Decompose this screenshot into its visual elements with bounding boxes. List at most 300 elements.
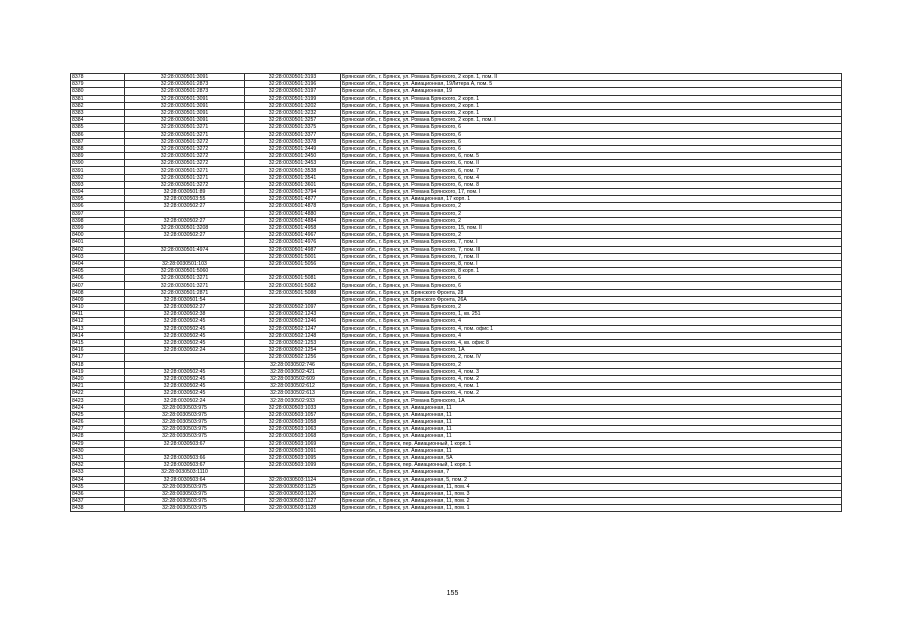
table-row	[71, 268, 842, 275]
address-cell: Брянская обл., г. Брянск, ул. Романа Брянского, 17, пом. I	[341, 189, 842, 196]
table-row	[71, 224, 842, 231]
parent-cadastral-number-cell: 32:28:0030501:3271	[125, 131, 245, 138]
cadastral-number-cell: 32:28:0030501:4958	[245, 224, 341, 231]
cadastral-number-cell: 32:28:0030503:1033	[245, 404, 341, 411]
table-row	[71, 117, 842, 124]
table-row	[71, 383, 842, 390]
row-number-cell: 8422	[71, 390, 125, 397]
address-cell: Брянская обл., г. Брянск, ул. Романа Брянского, 15, пом. II	[341, 224, 842, 231]
cadastral-number-cell: 32:28:0030501:3601	[245, 181, 341, 188]
table-row	[71, 404, 842, 411]
cadastral-number-cell: 32:28:0030501:4878	[245, 203, 341, 210]
row-number-cell: 8426	[71, 419, 125, 426]
parent-cadastral-number-cell: 32:28:0030501:4974	[125, 246, 245, 253]
row-number-cell: 8410	[71, 304, 125, 311]
cadastral-number-cell: 32:28:0030503:1063	[245, 426, 341, 433]
row-number-cell: 8430	[71, 447, 125, 454]
address-cell: Брянская обл., г. Брянск, ул. Авиационная, 11	[341, 419, 842, 426]
table-row	[71, 332, 842, 339]
cadastral-number-cell	[245, 296, 341, 303]
address-cell: Брянская обл., г. Брянск, ул. Авиационная, 7	[341, 469, 842, 476]
table-row	[71, 81, 842, 88]
row-number-cell: 8382	[71, 102, 125, 109]
address-cell: Брянская обл., г. Брянск, ул. Авиационная, 19Литера А, пом. 5	[341, 81, 842, 88]
parent-cadastral-number-cell: 32:28:0030501:3272	[125, 181, 245, 188]
cadastral-number-cell: 32:28:0030502:613	[245, 390, 341, 397]
cadastral-number-cell: 32:28:0030502:746	[245, 361, 341, 368]
address-cell: Брянская обл., г. Брянск, ул. Авиационная, 11	[341, 433, 842, 440]
table-row	[71, 325, 842, 332]
cadastral-number-cell: 32:28:0030502:1243	[245, 311, 341, 318]
table-row	[71, 167, 842, 174]
table-row	[71, 275, 842, 282]
document-sheet	[70, 73, 841, 512]
address-cell: Брянская обл., г. Брянск, ул. Романа Брянского, 8 корп. 1	[341, 268, 842, 275]
address-cell: Брянская обл., г. Брянск, ул. Романа Брянского, 6, пом. 5	[341, 153, 842, 160]
cadastral-number-cell: 32:28:0030503:1091	[245, 447, 341, 454]
row-number-cell: 8385	[71, 124, 125, 131]
parent-cadastral-number-cell: 32:28:0030502:27	[125, 232, 245, 239]
row-number-cell: 8378	[71, 74, 125, 81]
row-number-cell: 8401	[71, 239, 125, 246]
cadastral-registry-table	[70, 73, 842, 512]
cadastral-number-cell: 32:28:0030501:3450	[245, 153, 341, 160]
row-number-cell: 8395	[71, 196, 125, 203]
cadastral-number-cell: 32:28:0030502:1254	[245, 347, 341, 354]
parent-cadastral-number-cell	[125, 447, 245, 454]
table-row	[71, 210, 842, 217]
row-number-cell: 8416	[71, 347, 125, 354]
cadastral-number-cell: 32:28:0030501:3449	[245, 145, 341, 152]
cadastral-number-cell: 32:28:0030503:1125	[245, 483, 341, 490]
address-cell: Брянская обл., г. Брянск, пер. Авиационный, 1 корп. 1	[341, 440, 842, 447]
cadastral-number-cell: 32:28:0030501:5088	[245, 289, 341, 296]
parent-cadastral-number-cell	[125, 239, 245, 246]
cadastral-number-cell: 32:28:0030501:4877	[245, 196, 341, 203]
cadastral-number-cell: 32:28:0030503:1099	[245, 462, 341, 469]
parent-cadastral-number-cell: 32:28:0030502:45	[125, 339, 245, 346]
cadastral-number-cell: 32:28:0030501:3196	[245, 81, 341, 88]
table-row	[71, 232, 842, 239]
table-row	[71, 131, 842, 138]
parent-cadastral-number-cell: 32:28:0030501:3272	[125, 138, 245, 145]
table-row	[71, 375, 842, 382]
cadastral-number-cell: 32:28:0030501:3538	[245, 167, 341, 174]
row-number-cell: 8413	[71, 325, 125, 332]
parent-cadastral-number-cell: 32:28:0030501:3091	[125, 74, 245, 81]
row-number-cell: 8431	[71, 454, 125, 461]
row-number-cell: 8390	[71, 160, 125, 167]
row-number-cell: 8384	[71, 117, 125, 124]
parent-cadastral-number-cell: 32:28:0030503:975	[125, 411, 245, 418]
row-number-cell: 8406	[71, 275, 125, 282]
table-row	[71, 354, 842, 361]
cadastral-number-cell: 32:28:0030501:3375	[245, 124, 341, 131]
table-row	[71, 95, 842, 102]
cadastral-number-cell: 32:28:0030501:3232	[245, 109, 341, 116]
address-cell: Брянская обл., г. Брянск, ул. Авиационная, 17 корп. 1	[341, 196, 842, 203]
cadastral-number-cell: 32:28:0030503:1127	[245, 498, 341, 505]
parent-cadastral-number-cell: 32:28:0030501:2871	[125, 289, 245, 296]
table-row	[71, 433, 842, 440]
address-cell: Брянская обл., г. Брянск, ул. Романа Брянского, 4	[341, 318, 842, 325]
parent-cadastral-number-cell: 32:28:0030503:66	[125, 454, 245, 461]
address-cell: Брянская обл., г. Брянск, ул. Романа Брянского, 2 корп. 1	[341, 95, 842, 102]
table-row	[71, 246, 842, 253]
table-row	[71, 124, 842, 131]
row-number-cell: 8397	[71, 210, 125, 217]
address-cell: Брянская обл., г. Брянск, ул. Романа Брянского, 4, пом. 2	[341, 390, 842, 397]
cadastral-number-cell	[245, 268, 341, 275]
parent-cadastral-number-cell: 32:28:0030503:975	[125, 426, 245, 433]
cadastral-number-cell	[245, 469, 341, 476]
cadastral-number-cell: 32:28:0030501:3193	[245, 74, 341, 81]
cadastral-number-cell: 32:28:0030502:1246	[245, 318, 341, 325]
row-number-cell: 8391	[71, 167, 125, 174]
parent-cadastral-number-cell: 32:28:0030503:55	[125, 196, 245, 203]
table-row	[71, 447, 842, 454]
row-number-cell: 8383	[71, 109, 125, 116]
cadastral-number-cell: 32:28:0030503:1069	[245, 440, 341, 447]
row-number-cell: 8409	[71, 296, 125, 303]
row-number-cell: 8402	[71, 246, 125, 253]
cadastral-number-cell: 32:28:0030501:3197	[245, 88, 341, 95]
cadastral-number-cell: 32:28:0030503:1124	[245, 476, 341, 483]
parent-cadastral-number-cell: 32:28:0030501:2873	[125, 88, 245, 95]
parent-cadastral-number-cell: 32:28:0030501:3271	[125, 282, 245, 289]
table-row	[71, 411, 842, 418]
table-row	[71, 390, 842, 397]
row-number-cell: 8434	[71, 476, 125, 483]
address-cell: Брянская обл., г. Брянск, ул. Романа Брянского, 7, пом. III	[341, 246, 842, 253]
table-row	[71, 102, 842, 109]
cadastral-number-cell: 32:28:0030501:4976	[245, 239, 341, 246]
table-row	[71, 339, 842, 346]
row-number-cell: 8396	[71, 203, 125, 210]
address-cell: Брянская обл., г. Брянск, ул. Романа Брянского, 4, пом. 1	[341, 383, 842, 390]
address-cell: Брянская обл., г. Брянск, ул. Романа Брянского, 6	[341, 145, 842, 152]
row-number-cell: 8381	[71, 95, 125, 102]
table-row	[71, 160, 842, 167]
address-cell: Брянская обл., г. Брянск, ул. Романа Брянского, 7, пом. I	[341, 239, 842, 246]
cadastral-number-cell: 32:28:0030501:3541	[245, 174, 341, 181]
table-row	[71, 203, 842, 210]
address-cell: Брянская обл., г. Брянск, ул. Романа Брянского, 2	[341, 210, 842, 217]
cadastral-number-cell: 32:28:0030502:421	[245, 368, 341, 375]
parent-cadastral-number-cell: 32:28:0030502:45	[125, 368, 245, 375]
row-number-cell: 8388	[71, 145, 125, 152]
table-row	[71, 109, 842, 116]
cadastral-number-cell: 32:28:0030503:1095	[245, 454, 341, 461]
cadastral-number-cell: 32:28:0030502:1097	[245, 304, 341, 311]
row-number-cell: 8423	[71, 397, 125, 404]
table-row	[71, 289, 842, 296]
parent-cadastral-number-cell: 32:28:0030501:103	[125, 260, 245, 267]
address-cell: Брянская обл., г. Брянск, пер. Авиационный, 1 корп. 1	[341, 462, 842, 469]
table-row	[71, 174, 842, 181]
address-cell: Брянская обл., г. Брянск, ул. Авиационная, 11, пом. 2	[341, 498, 842, 505]
row-number-cell: 8412	[71, 318, 125, 325]
parent-cadastral-number-cell: 32:28:0030501:5060	[125, 268, 245, 275]
address-cell: Брянская обл., г. Брянск, ул. Романа Брянского, 6	[341, 131, 842, 138]
cadastral-number-cell: 32:28:0030502:1253	[245, 339, 341, 346]
cadastral-number-cell: 32:28:0030503:1128	[245, 505, 341, 512]
address-cell: Брянская обл., г. Брянск, ул. Авиационная, 19	[341, 88, 842, 95]
table-row	[71, 282, 842, 289]
table-row	[71, 153, 842, 160]
address-cell: Брянская обл., г. Брянск, ул. Авиационная, 5А	[341, 454, 842, 461]
parent-cadastral-number-cell	[125, 210, 245, 217]
parent-cadastral-number-cell: 32:28:0030503:975	[125, 483, 245, 490]
address-cell: Брянская обл., г. Брянск, ул. Романа Брянского, 2 корп. 1	[341, 102, 842, 109]
address-cell: Брянская обл., г. Брянск, ул. Романа Брянского, 2	[341, 361, 842, 368]
row-number-cell: 8437	[71, 498, 125, 505]
table-row	[71, 469, 842, 476]
cadastral-number-cell: 32:28:0030503:1058	[245, 419, 341, 426]
address-cell: Брянская обл., г. Брянск, ул. Романа Брянского, 6, пом. 4	[341, 174, 842, 181]
row-number-cell: 8386	[71, 131, 125, 138]
parent-cadastral-number-cell: 32:28:0030501:3271	[125, 124, 245, 131]
row-number-cell: 8414	[71, 332, 125, 339]
table-row	[71, 296, 842, 303]
address-cell: Брянская обл., г. Брянск, ул. Брянского Фронта, 26А	[341, 296, 842, 303]
parent-cadastral-number-cell	[125, 354, 245, 361]
table-row	[71, 304, 842, 311]
parent-cadastral-number-cell: 32:28:0030503:975	[125, 433, 245, 440]
address-cell: Брянская обл., г. Брянск, ул. Романа Брянского, 8, пом. I	[341, 260, 842, 267]
row-number-cell: 8429	[71, 440, 125, 447]
table-row	[71, 462, 842, 469]
row-number-cell: 8424	[71, 404, 125, 411]
parent-cadastral-number-cell	[125, 253, 245, 260]
parent-cadastral-number-cell: 32:28:0030502:45	[125, 390, 245, 397]
row-number-cell: 8389	[71, 153, 125, 160]
address-cell: Брянская обл., г. Брянск, ул. Авиационная, 11, пом. 3	[341, 490, 842, 497]
cadastral-number-cell: 32:28:0030501:5001	[245, 253, 341, 260]
address-cell: Брянская обл., г. Брянск, ул. Романа Брянского, 2 корп. 1, пом. II	[341, 74, 842, 81]
row-number-cell: 8411	[71, 311, 125, 318]
cadastral-number-cell: 32:28:0030502:612	[245, 383, 341, 390]
cadastral-number-cell: 32:28:0030501:3377	[245, 131, 341, 138]
table-row	[71, 476, 842, 483]
row-number-cell: 8438	[71, 505, 125, 512]
cadastral-number-cell: 32:28:0030503:1126	[245, 490, 341, 497]
parent-cadastral-number-cell: 32:28:0030503:67	[125, 440, 245, 447]
address-cell: Брянская обл., г. Брянск, ул. Романа Брянского, 4, кв. офис 8	[341, 339, 842, 346]
parent-cadastral-number-cell: 32:28:0030502:45	[125, 325, 245, 332]
row-number-cell: 8408	[71, 289, 125, 296]
row-number-cell: 8421	[71, 383, 125, 390]
row-number-cell: 8393	[71, 181, 125, 188]
address-cell: Брянская обл., г. Брянск, ул. Романа Брянского, 6	[341, 138, 842, 145]
table-row	[71, 311, 842, 318]
row-number-cell: 8420	[71, 375, 125, 382]
address-cell: Брянская обл., г. Брянск, ул. Романа Брянского, 2	[341, 217, 842, 224]
cadastral-number-cell: 32:28:0030502:609	[245, 375, 341, 382]
address-cell: Брянская обл., г. Брянск, ул. Романа Брянского, 4, пом. 3	[341, 368, 842, 375]
parent-cadastral-number-cell: 32:28:0030501:3271	[125, 275, 245, 282]
row-number-cell: 8418	[71, 361, 125, 368]
address-cell: Брянская обл., г. Брянск, ул. Авиационная, 5, пом. 2	[341, 476, 842, 483]
parent-cadastral-number-cell: 32:28:0030501:3272	[125, 160, 245, 167]
table-row	[71, 145, 842, 152]
address-cell: Брянская обл., г. Брянск, ул. Романа Брянского, 1А	[341, 347, 842, 354]
cadastral-number-cell: 32:28:0030501:5081	[245, 275, 341, 282]
parent-cadastral-number-cell: 32:28:0030503:67	[125, 462, 245, 469]
address-cell: Брянская обл., г. Брянск, ул. Авиационная, 11, пом. 4	[341, 483, 842, 490]
address-cell: Брянская обл., г. Брянск, ул. Авиационная, 11	[341, 411, 842, 418]
table-row	[71, 440, 842, 447]
table-row	[71, 318, 842, 325]
table-row	[71, 138, 842, 145]
parent-cadastral-number-cell: 32:28:0030502:45	[125, 383, 245, 390]
parent-cadastral-number-cell: 32:28:0030503:975	[125, 490, 245, 497]
row-number-cell: 8405	[71, 268, 125, 275]
row-number-cell: 8394	[71, 189, 125, 196]
address-cell: Брянская обл., г. Брянск, ул. Романа Брянского, 6	[341, 124, 842, 131]
parent-cadastral-number-cell: 32:28:0030503:975	[125, 404, 245, 411]
address-cell: Брянская обл., г. Брянск, ул. Авиационная, 11	[341, 404, 842, 411]
address-cell: Брянская обл., г. Брянск, ул. Романа Брянского, 2	[341, 304, 842, 311]
parent-cadastral-number-cell: 32:28:0030501:3091	[125, 102, 245, 109]
parent-cadastral-number-cell: 32:28:0030501:3091	[125, 109, 245, 116]
table-row	[71, 239, 842, 246]
registry-table-body	[71, 74, 842, 512]
cadastral-number-cell: 32:28:0030501:4967	[245, 232, 341, 239]
table-row	[71, 483, 842, 490]
cadastral-number-cell: 32:28:0030501:3794	[245, 189, 341, 196]
cadastral-number-cell: 32:28:0030501:4987	[245, 246, 341, 253]
parent-cadastral-number-cell: 32:28:0030501:54	[125, 296, 245, 303]
parent-cadastral-number-cell: 32:28:0030502:27	[125, 203, 245, 210]
table-row	[71, 505, 842, 512]
row-number-cell: 8404	[71, 260, 125, 267]
address-cell: Брянская обл., г. Брянск, ул. Романа Брянского, 2	[341, 203, 842, 210]
address-cell: Брянская обл., г. Брянск, ул. Романа Брянского, 2, пом. IV	[341, 354, 842, 361]
row-number-cell: 8417	[71, 354, 125, 361]
cadastral-number-cell: 32:28:0030501:3378	[245, 138, 341, 145]
parent-cadastral-number-cell: 32:28:0030501:3272	[125, 153, 245, 160]
table-row	[71, 361, 842, 368]
table-row	[71, 260, 842, 267]
row-number-cell: 8415	[71, 339, 125, 346]
row-number-cell: 8407	[71, 282, 125, 289]
address-cell: Брянская обл., г. Брянск, ул. Романа Брянского, 4, пом. 2	[341, 375, 842, 382]
parent-cadastral-number-cell: 32:28:0030501:3272	[125, 145, 245, 152]
row-number-cell: 8432	[71, 462, 125, 469]
address-cell: Брянская обл., г. Брянск, ул. Брянского Фронта, 28	[341, 289, 842, 296]
table-row	[71, 347, 842, 354]
parent-cadastral-number-cell: 32:28:0030501:3208	[125, 224, 245, 231]
row-number-cell: 8435	[71, 483, 125, 490]
row-number-cell: 8433	[71, 469, 125, 476]
cadastral-number-cell: 32:28:0030501:4880	[245, 210, 341, 217]
address-cell: Брянская обл., г. Брянск, ул. Романа Брянского, 4	[341, 332, 842, 339]
table-row	[71, 426, 842, 433]
row-number-cell: 8392	[71, 174, 125, 181]
address-cell: Брянская обл., г. Брянск, ул. Романа Брянского, 2	[341, 232, 842, 239]
row-number-cell: 8425	[71, 411, 125, 418]
parent-cadastral-number-cell: 32:28:0030502:24	[125, 347, 245, 354]
address-cell: Брянская обл., г. Брянск, ул. Романа Брянского, 2 корп. 1	[341, 109, 842, 116]
row-number-cell: 8379	[71, 81, 125, 88]
row-number-cell: 8387	[71, 138, 125, 145]
address-cell: Брянская обл., г. Брянск, ул. Романа Брянского, 6, пом. 8	[341, 181, 842, 188]
cadastral-number-cell: 32:28:0030501:3199	[245, 95, 341, 102]
table-row	[71, 88, 842, 95]
cadastral-number-cell: 32:28:0030501:3453	[245, 160, 341, 167]
parent-cadastral-number-cell: 32:28:0030501:3271	[125, 167, 245, 174]
address-cell: Брянская обл., г. Брянск, ул. Авиационная, 11, пом. 1	[341, 505, 842, 512]
parent-cadastral-number-cell: 32:28:0030503:64	[125, 476, 245, 483]
address-cell: Брянская обл., г. Брянск, ул. Романа Брянского, 1А	[341, 397, 842, 404]
address-cell: Брянская обл., г. Брянск, ул. Романа Брянского, 6	[341, 282, 842, 289]
row-number-cell: 8428	[71, 433, 125, 440]
row-number-cell: 8427	[71, 426, 125, 433]
cadastral-number-cell: 32:28:0030502:1256	[245, 354, 341, 361]
page-number: 155	[446, 590, 459, 597]
parent-cadastral-number-cell: 32:28:0030503:1110	[125, 469, 245, 476]
cadastral-number-cell: 32:28:0030503:1068	[245, 433, 341, 440]
table-row	[71, 196, 842, 203]
cadastral-number-cell: 32:28:0030502:933	[245, 397, 341, 404]
parent-cadastral-number-cell: 32:28:0030501:3271	[125, 174, 245, 181]
cadastral-number-cell: 32:28:0030501:5082	[245, 282, 341, 289]
cadastral-number-cell: 32:28:0030502:1247	[245, 325, 341, 332]
table-row	[71, 490, 842, 497]
row-number-cell: 8398	[71, 217, 125, 224]
row-number-cell: 8403	[71, 253, 125, 260]
parent-cadastral-number-cell: 32:28:0030502:27	[125, 217, 245, 224]
table-row	[71, 217, 842, 224]
table-row	[71, 498, 842, 505]
table-row	[71, 454, 842, 461]
parent-cadastral-number-cell: 32:28:0030502:45	[125, 332, 245, 339]
address-cell: Брянская обл., г. Брянск, ул. Романа Брянского, 7, пом. II	[341, 253, 842, 260]
parent-cadastral-number-cell: 32:28:0030501:3091	[125, 95, 245, 102]
cadastral-number-cell: 32:28:0030501:5056	[245, 260, 341, 267]
cadastral-number-cell: 32:28:0030501:4884	[245, 217, 341, 224]
address-cell: Брянская обл., г. Брянск, ул. Романа Брянского, 2 корп. 1, пом. I	[341, 117, 842, 124]
address-cell: Брянская обл., г. Брянск, ул. Романа Брянского, 4, пом. офис 1	[341, 325, 842, 332]
row-number-cell: 8380	[71, 88, 125, 95]
parent-cadastral-number-cell: 32:28:0030503:975	[125, 419, 245, 426]
row-number-cell: 8419	[71, 368, 125, 375]
table-row	[71, 189, 842, 196]
cadastral-number-cell: 32:28:0030502:1248	[245, 332, 341, 339]
parent-cadastral-number-cell: 32:28:0030501:2873	[125, 81, 245, 88]
cadastral-number-cell: 32:28:0030501:3257	[245, 117, 341, 124]
address-cell: Брянская обл., г. Брянск, ул. Романа Брянского, 6, пом. 7	[341, 167, 842, 174]
parent-cadastral-number-cell: 32:28:0030503:975	[125, 498, 245, 505]
parent-cadastral-number-cell	[125, 361, 245, 368]
row-number-cell: 8399	[71, 224, 125, 231]
address-cell: Брянская обл., г. Брянск, ул. Романа Брянского, 6	[341, 275, 842, 282]
address-cell: Брянская обл., г. Брянск, ул. Авиационная, 11	[341, 447, 842, 454]
row-number-cell: 8436	[71, 490, 125, 497]
address-cell: Брянская обл., г. Брянск, ул. Романа Брянского, 1, кв. 251	[341, 311, 842, 318]
parent-cadastral-number-cell: 32:28:0030502:45	[125, 375, 245, 382]
parent-cadastral-number-cell: 32:28:0030503:975	[125, 505, 245, 512]
address-cell: Брянская обл., г. Брянск, ул. Авиационная, 11	[341, 426, 842, 433]
table-row	[71, 368, 842, 375]
table-row	[71, 74, 842, 81]
parent-cadastral-number-cell: 32:28:0030502:38	[125, 311, 245, 318]
address-cell: Брянская обл., г. Брянск, ул. Романа Брянского, 6, пом. II	[341, 160, 842, 167]
cadastral-number-cell: 32:28:0030501:3202	[245, 102, 341, 109]
parent-cadastral-number-cell: 32:28:0030502:24	[125, 397, 245, 404]
parent-cadastral-number-cell: 32:28:0030502:27	[125, 304, 245, 311]
